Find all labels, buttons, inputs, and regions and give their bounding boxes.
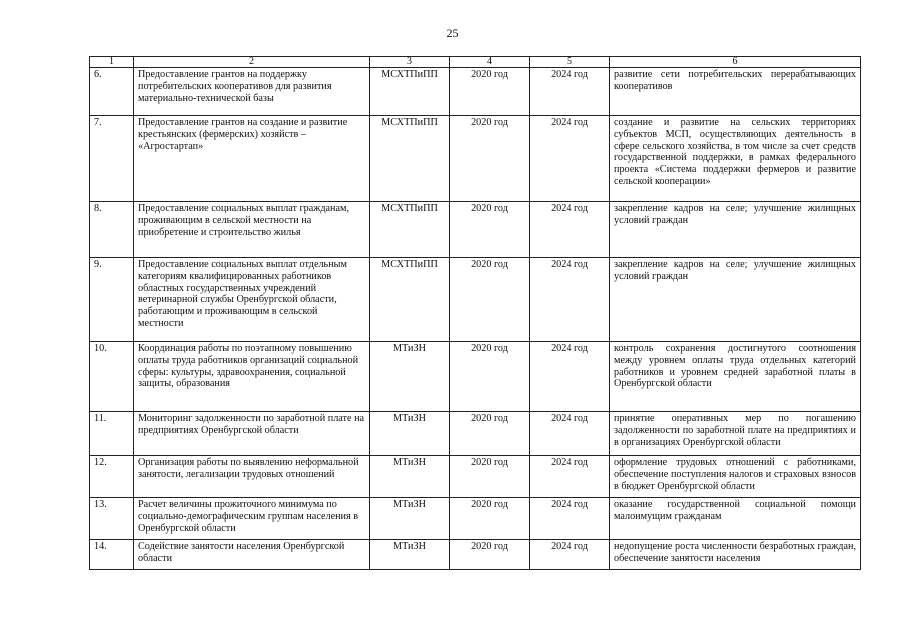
event-text: Предоставление социальных выплат гражданам, проживающим в сельской местности на приобретение и строительство жилья — [134, 202, 370, 258]
event-text: Предоставление грантов на создание и развитие крестьянских (фермерских) хозяйств – «Агростартап» — [134, 116, 370, 202]
result-text: закрепление кадров на селе; улучшение жилищных условий граждан — [610, 202, 861, 258]
row-number: 14. — [90, 540, 134, 570]
result-text: недопущение роста численности безработных граждан, обеспечение занятости населения — [610, 540, 861, 570]
event-text: Организация работы по выявлению неформальной занятости, легализации трудовых отношений — [134, 456, 370, 498]
measures-table — [89, 56, 861, 570]
end-year: 2024 год — [530, 68, 610, 116]
event-text: Предоставление социальных выплат отдельным категориям квалифицированных работников областных государственных учреждений ветеринарной службы Оренбургской области, работающим и проживающим в сельской местности — [134, 258, 370, 342]
event-text: Предоставление грантов на поддержку потребительских кооперативов для развития материально-технической базы — [134, 68, 370, 116]
table-row — [90, 116, 861, 202]
result-text: развитие сети потребительских перерабатывающих кооперативов — [610, 68, 861, 116]
table-row — [90, 202, 861, 258]
start-year: 2020 год — [450, 342, 530, 412]
header-col-4: 4 — [450, 57, 530, 68]
result-text: создание и развитие на сельских территориях субъектов МСП, осуществляющих деятельность в сфере сельского хозяйства, в том числе за счет средств государственной поддержки, в рамках федерального проекта «Система поддержки фермеров и развитие сельской кооперации» — [610, 116, 861, 202]
header-col-5: 5 — [530, 57, 610, 68]
event-text: Содействие занятости населения Оренбургской области — [134, 540, 370, 570]
responsible: МТиЗН — [370, 412, 450, 456]
row-number: 9. — [90, 258, 134, 342]
responsible: МТиЗН — [370, 498, 450, 540]
responsible: МСХТПиПП — [370, 202, 450, 258]
end-year: 2024 год — [530, 498, 610, 540]
event-text: Координация работы по поэтапному повышению оплаты труда работников организаций социальной сферы: культуры, здравоохранения, социальной защиты, образования — [134, 342, 370, 412]
start-year: 2020 год — [450, 116, 530, 202]
end-year: 2024 год — [530, 412, 610, 456]
row-number: 13. — [90, 498, 134, 540]
row-number: 6. — [90, 68, 134, 116]
result-text: оформление трудовых отношений с работниками, обеспечение поступления налогов и страховых взносов в бюджет Оренбургской области — [610, 456, 861, 498]
event-text: Мониторинг задолженности по заработной плате на предприятиях Оренбургской области — [134, 412, 370, 456]
result-text: контроль сохранения достигнутого соотношения между уровнем оплаты труда отдельных категорий работников и уровнем средней заработной платы в Оренбургской области — [610, 342, 861, 412]
table-row — [90, 540, 861, 570]
table-row — [90, 342, 861, 412]
end-year: 2024 год — [530, 342, 610, 412]
responsible: МТиЗН — [370, 540, 450, 570]
page-number: 25 — [446, 26, 459, 40]
table-row — [90, 68, 861, 116]
header-col-2: 2 — [134, 57, 370, 68]
end-year: 2024 год — [530, 258, 610, 342]
table-row — [90, 498, 861, 540]
header-col-3: 3 — [370, 57, 450, 68]
start-year: 2020 год — [450, 68, 530, 116]
start-year: 2020 год — [450, 202, 530, 258]
result-text: принятие оперативных мер по погашению задолженности по заработной плате на предприятиях и в организациях Оренбургской области — [610, 412, 861, 456]
row-number: 7. — [90, 116, 134, 202]
row-number: 10. — [90, 342, 134, 412]
start-year: 2020 год — [450, 540, 530, 570]
responsible: МТиЗН — [370, 342, 450, 412]
responsible: МСХТПиПП — [370, 68, 450, 116]
table-row — [90, 456, 861, 498]
event-text: Расчет величины прожиточного минимума по социально-демографическим группам населения в Оренбургской области — [134, 498, 370, 540]
responsible: МТиЗН — [370, 456, 450, 498]
result-text: оказание государственной социальной помощи малоимущим гражданам — [610, 498, 861, 540]
end-year: 2024 год — [530, 116, 610, 202]
start-year: 2020 год — [450, 258, 530, 342]
row-number: 12. — [90, 456, 134, 498]
table-row — [90, 258, 861, 342]
table-row — [90, 412, 861, 456]
header-col-6: 6 — [610, 57, 861, 68]
start-year: 2020 год — [450, 456, 530, 498]
row-number: 11. — [90, 412, 134, 456]
result-text: закрепление кадров на селе; улучшение жилищных условий граждан — [610, 258, 861, 342]
end-year: 2024 год — [530, 456, 610, 498]
responsible: МСХТПиПП — [370, 116, 450, 202]
row-number: 8. — [90, 202, 134, 258]
table-header-row — [90, 57, 861, 68]
start-year: 2020 год — [450, 498, 530, 540]
end-year: 2024 год — [530, 540, 610, 570]
start-year: 2020 год — [450, 412, 530, 456]
responsible: МСХТПиПП — [370, 258, 450, 342]
header-col-1: 1 — [90, 57, 134, 68]
end-year: 2024 год — [530, 202, 610, 258]
